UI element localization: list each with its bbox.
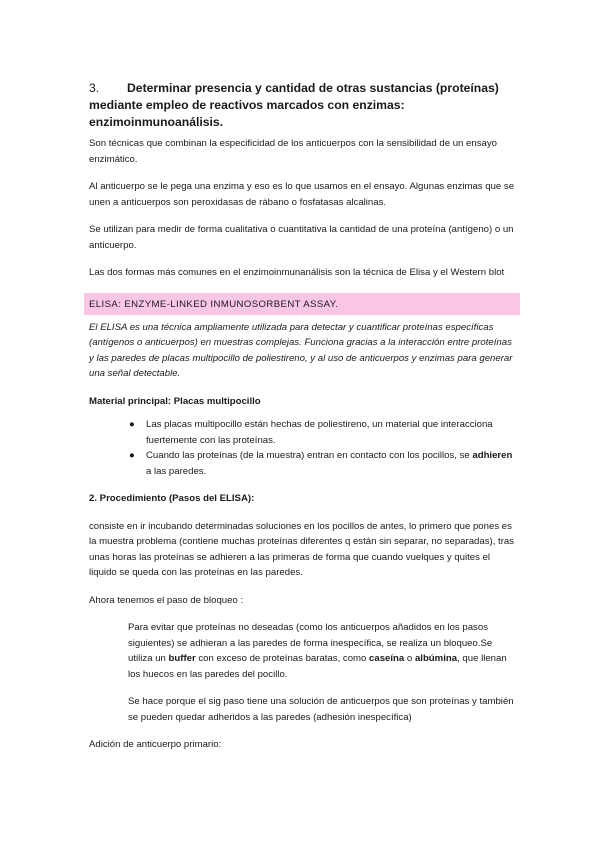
heading-line-2: mediante empleo de reactivos marcados con enzimas: xyxy=(89,98,405,112)
procedure-paragraph: consiste en ir incubando determinadas soluciones en los pocillos de antes, lo primero que pones es la muestra problema (contiene muchas proteínas diferentes q están sin separar, no separadas), tras unas horas las proteínas se adhieren a las primeras de forma que cuando vuelques y quites el liquido se queda con las proteínas en las paredes. xyxy=(89,520,515,578)
list-item xyxy=(89,417,515,448)
enzyme-paragraph: Al anticuerpo se le pega una enzima y eso es lo que usamos en el ensayo. Algunas enzimas que se unen a anticuerpos son peroxidasas de rábano o fosfatasas alcalinas. xyxy=(89,181,515,208)
list-item-text-end: a las paredes. xyxy=(146,465,207,477)
blocking-explanation xyxy=(89,620,515,682)
list-item-text: Cuando las proteínas (de la muestra) entran en contacto con los pocillos, se xyxy=(146,450,473,461)
heading-number: 3. xyxy=(89,81,100,95)
list-item-bold-text: adhieren xyxy=(472,450,513,461)
intro-paragraph: Son técnicas que combinan la especificidad de los anticuerpos con la sensibilidad de un ensayo enzimático. xyxy=(89,138,497,165)
list-item xyxy=(89,448,515,479)
blocking-text-a: Para evitar que proteínas no deseadas (como los anticuerpos añadidos en los pasos siguientes) se adhieran a las paredes de forma inespecífica, se realiza un bloqueo.Se utiliza un xyxy=(128,622,493,664)
elisa-banner: ELISA: ENZYME-LINKED INMUNOSORBENT ASSAY. xyxy=(84,293,520,315)
material-list xyxy=(89,417,515,479)
primary-antibody-label: Adición de anticuerpo primario: xyxy=(89,739,222,750)
caseina-term: caseína xyxy=(369,653,405,664)
blocking-step-label: Ahora tenemos el paso de bloqueo : xyxy=(89,594,244,606)
material-title: Material principal: Placas multipocillo xyxy=(89,395,261,407)
forms-paragraph: Las dos formas más comunes en el enzimoinmunanálisis son la técnica de Elisa y el Western blot xyxy=(89,267,505,278)
blocking-text-d: , que llenan los huecos en las paredes del pocillo. xyxy=(128,653,507,680)
blocking-reason: Se hace porque el sig paso tiene una solución de anticuerpos que son proteínas y también se pueden quedar adheridos a las paredes (adhesión inespecífica) xyxy=(128,696,514,723)
buffer-term: buffer xyxy=(168,653,196,664)
bullet-icon: ● xyxy=(129,450,135,461)
blocking-text-b: con exceso de proteínas baratas, como xyxy=(195,653,370,664)
bullet-icon: ● xyxy=(129,419,135,430)
procedure-title: 2. Procedimiento (Pasos del ELISA): xyxy=(89,493,255,504)
heading-line-3: enzimoinmunoanálisis. xyxy=(89,115,224,129)
section-heading xyxy=(89,80,515,131)
elisa-intro-paragraph: El ELISA es una técnica ampliamente utilizada para detectar y cuantificar proteínas específicas (antígenos o anticuerpos) en muestras complejas. Funciona gracias a la interacción entre proteínas y las paredes de placas multipocillo de poliestireno, y al uso de anticuerpos y enzimas para generar una señal detectable. xyxy=(89,321,513,379)
blocking-text-c: o xyxy=(404,653,415,664)
heading-line-1: Determinar presencia y cantidad de otras sustancias (proteínas) xyxy=(127,81,499,95)
document-content xyxy=(89,80,515,753)
albumina-term: albúmina xyxy=(414,653,458,664)
list-item-text: Las placas multipocillo están hechas de poliestireno, un material que interacciona fuertemente con las proteínas. xyxy=(146,419,493,446)
usage-paragraph: Se utilizan para medir de forma cualitativa o cuantitativa la cantidad de una proteína (antígeno) o un anticuerpo. xyxy=(89,224,514,251)
